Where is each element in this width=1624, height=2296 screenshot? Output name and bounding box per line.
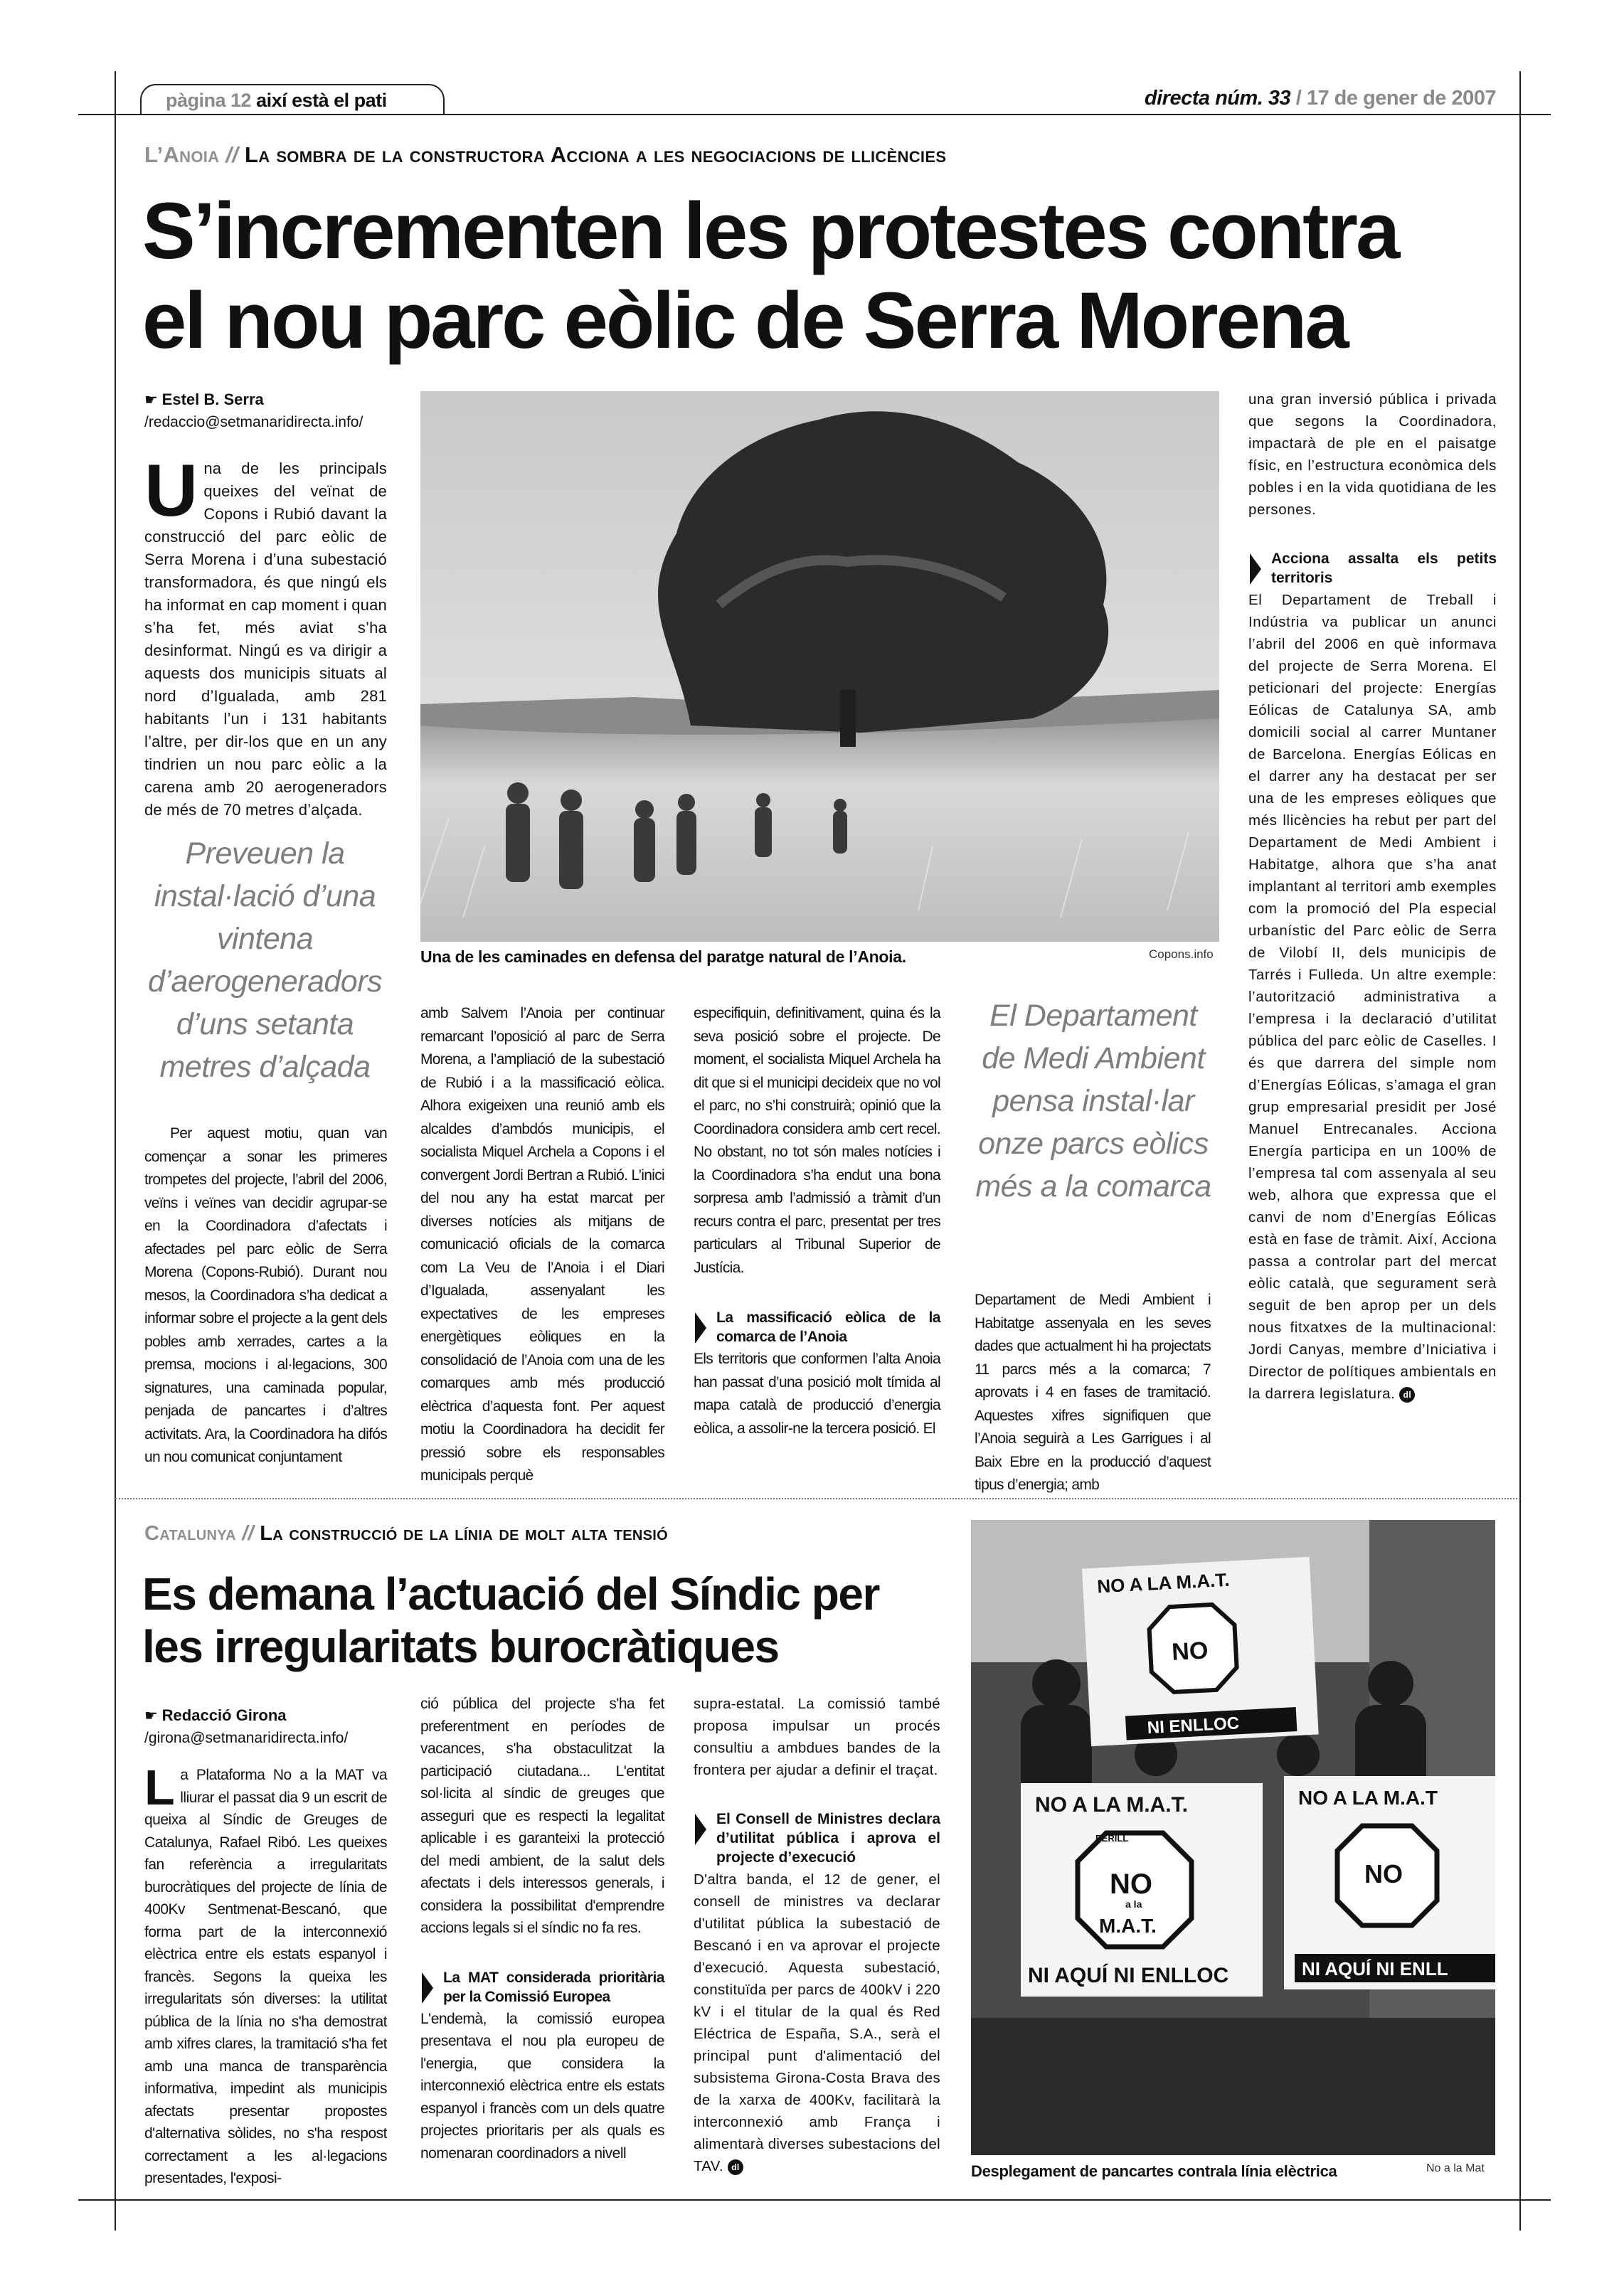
right-margin-rule	[1519, 71, 1521, 2231]
subhead-consell-ministres	[694, 1809, 940, 1867]
protest-photo	[971, 1520, 1495, 2155]
sign-no-right-text: NO	[1364, 1859, 1403, 1888]
triangle-bullet-icon	[694, 1312, 706, 1344]
pull-quote-1: Preveuen la instal·lació d’una vintena d’aerogeneradors d’uns setanta metres d’alçada	[147, 836, 383, 1084]
sign-no-left-text: NO	[1110, 1869, 1152, 1900]
sign-mat-text: M.A.T.	[1099, 1915, 1157, 1937]
subhead-text: La massificació eòlica de la comarca de l’Anoia	[716, 1309, 940, 1345]
body-text: ció pública del projecte s'ha fet preferentment en períodes de vacances, s'ha obstaculitzat la participació ciutadana... L'entitat sol·licita al síndic de greuges que asseguri que es respecti la legalitat aplicable i es garanteixi la protecció del medi ambient, de la salut dels afectats i dels interessos generals, i considera la possibilitat d'emprendre accions legals si el síndic no fa res.	[420, 1696, 664, 1936]
kicker-slashes: //	[242, 1522, 254, 1545]
article1-col1-body: Per aquest motiu, quan van començar a sonar les primeres trompetes del projecte, l’abril del 2006, veïns i veïnes van decidir agrupar-se en la Coordinadora d’afectats i afectades pel parc eòlic de Serra Morena (Copons-Rubió). Durant nou mesos, la Coordinadora s’ha dedicat a informar sobre el projecte a la gent dels pobles amb xerrades, cartes a la premsa, mocions i al·legacions, 300 signatures, una caminada popular, penjada de pancartes i d’altres activitats. Ara, la Coordinadora ha difós un nou comunicat conjuntament	[144, 1125, 387, 1465]
landscape-photo-image	[420, 391, 1219, 942]
photo2-caption: Desplegament de pancartes contrala línia elèctrica	[971, 2162, 1337, 2180]
kicker-slashes: //	[225, 142, 239, 167]
banner-left-text: NO A LA M.A.T.	[1035, 1793, 1188, 1817]
banner-top-text: NO A LA M.A.T.	[1096, 1568, 1231, 1598]
drop-cap: U	[144, 450, 198, 532]
headline-line-2: el nou parc eòlic de Serra Morena	[142, 276, 1347, 365]
article1-col4: Departament de Medi Ambient i Habitatge assenyala en les seves dades que actualment hi ha projectats 11 parcs més a la comarca; 7 aprovats i 4 en fases de tramitació. Aquestes xifres signifiquen que l’Anoia seguirà a Les Garrigues i al Baix Ebre en la producció d’aquest tipus d’energia; amb	[975, 1292, 1211, 1493]
article2-col1	[144, 1760, 387, 2190]
footer-rule	[78, 2199, 1551, 2201]
pointing-hand-icon: ☛	[144, 1708, 158, 1724]
subhead-text: Acciona assalta els petits territoris	[1271, 551, 1497, 586]
subhead-text: La MAT considerada prioritària per la Comissió Europea	[443, 1969, 664, 2005]
subhead-massificacio	[694, 1308, 940, 1346]
body-text: na de les principals queixes del veïnat de Copons i Rubió davant la construcció del parc eòlic de Serra Morena i d’una subestació transformadora, és que ningú els ha informat en cap moment i quan s’ha fet, més aviat s’ha desinformat. Ningú es va dirigir a aquests dos municipis situats al nord d’Igualada, amb 281 habitants l’un i 131 habitants l’altre, per dir-los que en un any tindrien un nou parc eòlic a la carena amb 20 aerogeneradors de més de 70 metres d’alçada.	[144, 459, 387, 819]
article1-col2: amb Salvem l’Anoia per continuar remarcant l’oposició al parc de Serra Morena, a l’ampliació de la subestació de Rubió i a la massificació eòlica. Alhora exigeixen una reunió amb els alcaldes d’ambdós municipis, el socialista Miquel Archela a Copons i el convergent Jordi Bertran a Rubió. L’inici del nou any ha estat marcat per diverses notícies als mitjans de comunicació oficials de la comarca com La Veu de l’Anoia i el Diari d’Igualada, assenyalant les expectatives de les empreses energètiques eòliques en la consolidació de l’Anoia com una de les comarques amb més producció elèctrica d’aquesta font. Per aquest motiu la Coordinadora ha decidit fer pressió sobre els responsables municipals perquè	[420, 1005, 664, 1484]
body-text: una gran inversió pública i privada que segons la Coordinadora, impactarà de ple en el paisatge físic, en l’estructura econòmica dels pobles i en la vida quotidiana de les persones.	[1248, 391, 1497, 518]
issue-separator: /	[1295, 87, 1302, 110]
kicker-region: L’Anoia	[144, 142, 220, 167]
body-text: especifiquin, definitivament, quina és la seva posició sobre el projecte. De moment, el socialista Miquel Archela ha dit que si el municipi decideix que no vol el parc, no s’hi construirà; opinió que la Coordinadora considera amb cert recel. No obstant, no tot són males notícies i la Coordinadora s’ha endut una bona sorpresa amb l’admissió a tràmit d’un recurs contra el parc, presentat per tres particulars al Tribunal Superior de Justícia.	[694, 1005, 940, 1276]
article2-col2	[420, 1693, 664, 2164]
kicker-region: Catalunya	[144, 1522, 236, 1545]
subhead-mat-prioritaria	[420, 1968, 664, 2007]
kicker-text: La construcció de la línia de molt alta tensió	[260, 1522, 668, 1545]
drop-cap: L	[144, 1760, 175, 1815]
strip-right-text: NI AQUÍ NI ENLL	[1302, 1958, 1448, 1979]
triangle-bullet-icon	[1248, 553, 1261, 585]
article1-col1-intro	[144, 450, 387, 822]
strip-top-text: NI ENLLOC	[1147, 1713, 1240, 1738]
subhead-acciona	[1248, 549, 1497, 588]
issue-info	[1145, 87, 1496, 110]
left-margin-rule	[115, 71, 116, 2231]
pointing-hand-icon: ☛	[144, 392, 158, 408]
article1-headline	[142, 186, 1494, 366]
directa-end-mark-icon: dl	[728, 2159, 743, 2175]
body-paragraph	[694, 1869, 940, 2177]
body-text: Els territoris que conformen l’alta Anoia han passat d’una posició molt tímida al mapa català de producció d’energia eòlica, a assolir-ne la tercera posició. El	[694, 1351, 940, 1437]
author-email[interactable]: /redaccio@setmanaridirecta.info/	[144, 414, 363, 430]
body-text: supra-estatal. La comissió també proposa impulsar un procés consultiu a ambdues bandes de la frontera per ajudar a definir el traçat.	[694, 1696, 940, 1778]
sign-ala-text: a la	[1125, 1898, 1142, 1910]
article2-col3	[694, 1693, 940, 2177]
headline-line-2: les irregularitats burocràtiques	[142, 1621, 779, 1672]
headline-line-1: Es demana l’actuació del Síndic per	[142, 1568, 879, 1620]
article1-col5	[1248, 388, 1497, 1405]
article2-kicker	[144, 1522, 668, 1546]
headline-line-1: S’incrementen les protestes contra	[142, 186, 1399, 275]
triangle-bullet-icon	[420, 1972, 433, 2004]
article1-byline	[144, 388, 400, 433]
page-number: pàgina 12	[166, 90, 252, 111]
subhead-text: El Consell de Ministres declara d’utilitat pública i aprova el projecte d’execució	[716, 1811, 940, 1866]
author-name: Estel B. Serra	[161, 390, 264, 408]
triangle-bullet-icon	[694, 1814, 706, 1845]
article1-col3	[694, 1002, 940, 1440]
pull-quote-2: El Departament de Medi Ambient pensa instal·lar onze parcs eòlics més a la comarca	[975, 999, 1211, 1203]
article2-headline	[142, 1568, 960, 1673]
photo2-credit: No a la Mat	[1426, 2162, 1485, 2174]
sign-no-text: NO	[1171, 1637, 1209, 1667]
author-name: Redacció Girona	[161, 1706, 287, 1724]
section-tab	[140, 84, 445, 115]
photo1-credit: Copons.info	[1149, 947, 1214, 961]
body-text: D'altra banda, el 12 de gener, el consell de ministres va declarar d'utilitat pública la subestació de Bescanó i en va aprovar el projecte d'execució. Aquesta subestació, constituïda per parcs de 400kV i 220 kV i el titular de la qual és Red Eléctrica de España, S.A., serà el principal punt d'alimentació del subsistema Girona-Costa Brava des de la xarxa de 400Kv, facilitarà la interconnexió amb França i alimentarà diverses subestacions del TAV.	[694, 1871, 940, 2174]
body-paragraph	[1248, 589, 1497, 1405]
hikers-photo	[420, 391, 1219, 942]
sign-perill-text: PERILL	[1095, 1833, 1129, 1844]
protest-photo-image	[971, 1520, 1495, 2155]
author-email[interactable]: /girona@setmanaridirecta.info/	[144, 1730, 349, 1746]
kicker-text: La sombra de la constructora Acciona a les negociacions de llicències	[245, 142, 947, 167]
publication-issue: directa núm. 33	[1144, 87, 1291, 110]
strip-left-text: NI AQUÍ NI ENLLOC	[1028, 1964, 1229, 1987]
body-text: L'endemà, la comissió europea presentava el nou pla europeu de l'energia, que considera la interconnexió elèctrica entre els estats espanyol i francès com un dels quatre projectes prioritaris per als quals es nomenaran coordinadors a nivell	[420, 2010, 664, 2162]
section-name: així està el pati	[256, 90, 387, 111]
issue-date: 17 de gener de 2007	[1306, 87, 1496, 110]
banner-right-text: NO A LA M.A.T	[1298, 1787, 1438, 1809]
directa-end-mark-icon: dl	[1399, 1387, 1415, 1403]
article2-byline	[144, 1704, 400, 1749]
article-separator	[115, 1498, 1520, 1499]
body-text: a Plataforma No a la MAT va lliurar el passat dia 9 un escrit de queixa al Síndic de Greuges de Catalunya, Rafael Ribó. Les queixes fan referència a irregularitats burocràtiques del projecte de línia de 400Kv Sentmenat-Bescanó, que forma part de la interconnexió elèctrica entre els estats espanyol i francès. Segons la queixa les irregularitats són diverses: la utilitat pública de la línia no s'ha demostrat amb xifres clares, la tramitació s'ha fet amb una manca de transparència informativa, impedint als municipis afectats presentar propostes d'alternativa sòlides, no s'ha respost correctament a les al·legacions presentades, l'exposi-	[144, 1767, 387, 2186]
body-text: El Departament de Treball i Indústria va publicar un anunci l’abril del 2006 en què informava del projecte de Serra Morena. El peticionari del projecte: Energías Eólicas de Catalunya SA, amb domicili social al carrer Muntaner de Barcelona. Energías Eólicas en el darrer any ha destacat per ser una de les empreses eòliques que més llicències ha rebut per part del Departament de Medi Ambient i Habitatge, alhora que s’ha anat implantant al territori amb exemples com la promoció del Pla especial urbanístic del Parc eòlic de Serra de Vilobí II, dels municipis de Tarrés i Fulleda. Un altre exemple: l’autorització administrativa a l’empresa i la declaració d’utilitat pública del parc eòlic de Caselles. I és que darrera del simple nom d’Energías Eólicas, s’amaga el gran grup empresarial presidit per José Manuel Entrecanales. Acciona Energía participa en un 100% de l’empresa tal com assenyala al seu web, alhora que expressa que el canvi de nom d’Energías Eólicas està en fase de tràmit. Així, Acciona passa a controlar part del mercat eòlic català, que segurament serà seguit de ben aprop per un dels nous fitxatxes de la multinacional: Jordi Canyas, membre d’Iniciativa i Director de polítiques ambientals en la darrera legislatura.	[1248, 592, 1497, 1402]
photo1-caption: Una de les caminades en defensa del paratge natural de l’Anoia.	[420, 947, 906, 966]
article1-kicker	[144, 142, 946, 168]
